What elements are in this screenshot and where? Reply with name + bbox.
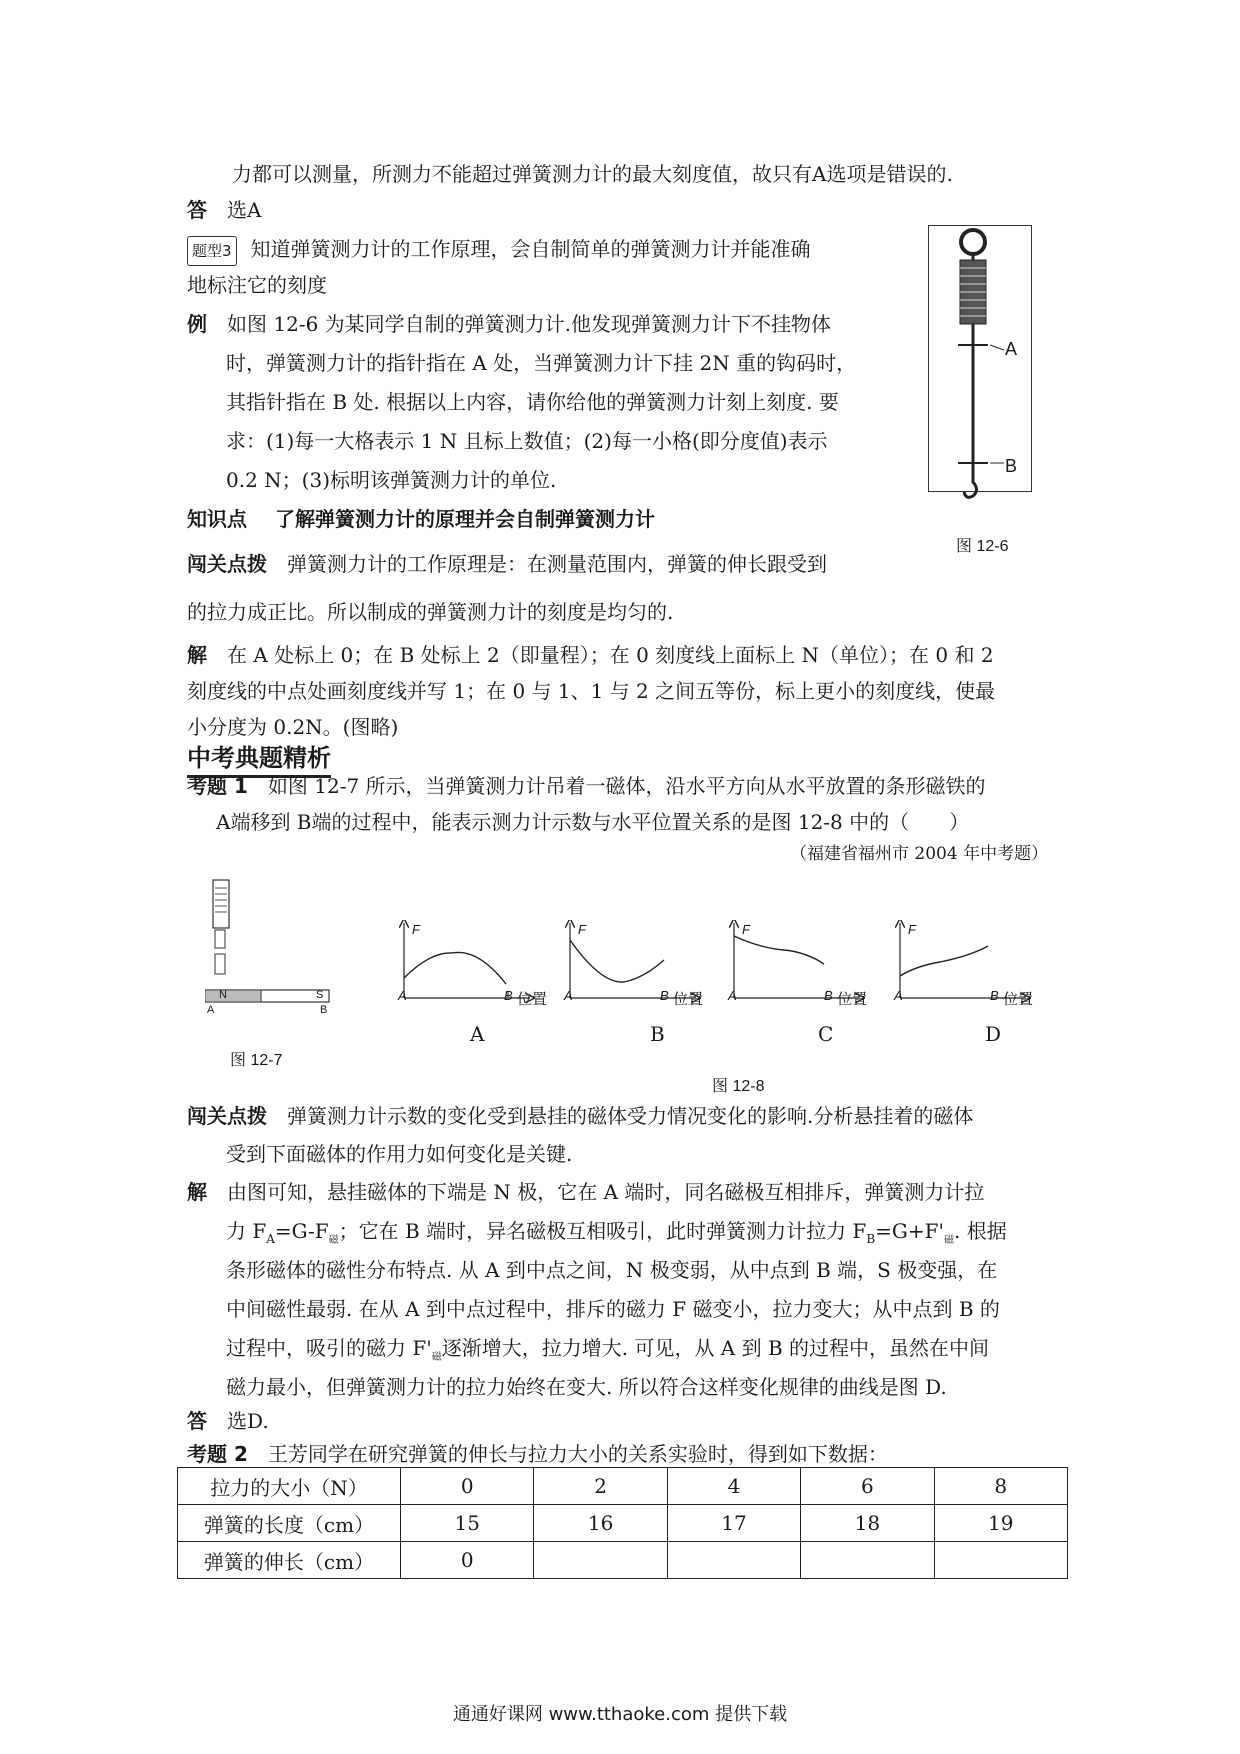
magnet-n-label: N (219, 989, 227, 1001)
solution-tag: 解 (187, 643, 207, 667)
axis-x-label: 位置 (673, 991, 704, 1008)
knowledge-line (187, 505, 655, 533)
subscript: 磁 (328, 1235, 339, 1246)
answer-tag: 答 (187, 198, 207, 222)
table-cell: 17 (667, 1505, 800, 1542)
table-cell: 0 (401, 1542, 534, 1579)
data-table (177, 1467, 1068, 1579)
spring-scale-drawing (928, 220, 1038, 520)
solution-text: =G-F (274, 1219, 329, 1243)
table-cell (801, 1542, 934, 1579)
example-line: 求：(1)每一大格表示 1 N 且标上数值；(2)每一小格(即分度值)表示 (226, 429, 828, 453)
knowledge-tag: 知识点 (187, 507, 247, 531)
axis-a-label: A (728, 988, 737, 1003)
hint-line (187, 550, 827, 578)
page-footer: 通通好课网 www.tthaoke.com 提供下载 (452, 1704, 788, 1725)
question-source: （福建省福州市 2004 年中考题） (790, 844, 1049, 864)
option-label-a: A (470, 1022, 485, 1046)
axis-a-label: A (398, 988, 407, 1003)
subscript: B (866, 1232, 876, 1246)
subscript: A (266, 1232, 275, 1246)
solution-line: 小分度为 0.2N。(图略) (187, 715, 399, 739)
axis-x-label: 位置 (1003, 991, 1034, 1008)
table-cell: 4 (667, 1468, 800, 1505)
magnet-b-label: B (320, 1004, 328, 1016)
solution-line: 条形磁体的磁性分布特点. 从 A 到中点之间，N 极变弱，从中点到 B 端，S 极变强，在 (226, 1258, 998, 1282)
hint-tag: 闯关点拨 (187, 1104, 267, 1128)
table-row (178, 1505, 1068, 1542)
topic-badge: 题型3 (187, 236, 237, 266)
solution-tag: 解 (187, 1180, 207, 1204)
hint-text: 弹簧测力计示数的变化受到悬挂的磁体受力情况变化的影响.分析悬挂着的磁体 (287, 1104, 974, 1128)
magnet-a-label: A (207, 1004, 215, 1016)
axis-f-label: F (412, 922, 420, 937)
question-tag: 考题 1 (187, 774, 248, 798)
table-cell (534, 1542, 667, 1579)
axis-b-label: B (504, 988, 513, 1003)
row-header: 弹簧的长度（cm） (178, 1505, 401, 1542)
table-row (178, 1468, 1068, 1505)
graph-c (734, 923, 860, 998)
figure-point-b: B (1005, 456, 1018, 476)
subscript: 磁 (431, 1352, 442, 1363)
example-line (187, 310, 831, 338)
table-cell (934, 1542, 1067, 1579)
axis-f-label: F (742, 922, 750, 937)
row-header: 拉力的大小（N） (178, 1468, 401, 1505)
row-header: 弹簧的伸长（cm） (178, 1542, 401, 1579)
axis-x-label: 位置 (517, 991, 548, 1008)
graph-d (900, 923, 1026, 998)
table-cell: 18 (801, 1505, 934, 1542)
graph-b (570, 923, 696, 998)
answer-text: 选A (227, 198, 262, 222)
solution-line: 磁力最小，但弹簧测力计的拉力始终在变大. 所以符合这样变化规律的曲线是图 D. (226, 1375, 947, 1399)
knowledge-text: 了解弹簧测力计的原理并会自制弹簧测力计 (275, 507, 655, 531)
axis-f-label: F (578, 922, 586, 937)
hint-line: 的拉力成正比。所以制成的弹簧测力计的刻度是均匀的. (187, 600, 674, 624)
magnet-s-label: S (316, 989, 324, 1001)
hint-line (187, 1102, 973, 1130)
topic-line (187, 235, 811, 266)
option-label-b: B (650, 1022, 665, 1046)
figure-point-a: A (1005, 339, 1018, 359)
solution-text: . 根据 (954, 1219, 1007, 1243)
graph-a (404, 923, 530, 998)
solution-text: 力 F (226, 1219, 267, 1243)
solution-text: =G+F' (875, 1219, 945, 1243)
hint-line: 受到下面磁体的作用力如何变化是关键. (226, 1142, 573, 1166)
figure-caption: 图 12-8 (712, 1078, 765, 1095)
hint-text: 弹簧测力计的工作原理是：在测量范围内，弹簧的伸长跟受到 (287, 552, 827, 576)
axis-b-label: B (660, 988, 669, 1003)
question-line: A端移到 B端的过程中，能表示测力计示数与水平位置关系的是图 12-8 中的（ ） (216, 810, 970, 834)
subscript: 磁 (944, 1235, 955, 1246)
option-label-c: C (818, 1022, 834, 1046)
example-tag: 例 (187, 312, 207, 336)
figure-caption: 图 12-6 (956, 538, 1009, 555)
table-cell: 15 (401, 1505, 534, 1542)
solution-text: 由图可知，悬挂磁体的下端是 N 极，它在 A 端时，同名磁极互相排斥，弹簧测力计拉 (227, 1180, 985, 1204)
axis-f-label: F (908, 922, 916, 937)
table-cell: 0 (401, 1468, 534, 1505)
table-cell: 6 (801, 1468, 934, 1505)
example-line: 时，弹簧测力计的指针指在 A 处，当弹簧测力计下挂 2N 重的钩码时， (226, 351, 857, 375)
table-cell: 8 (934, 1468, 1067, 1505)
question-tag: 考题 2 (187, 1442, 248, 1466)
solution-line (187, 641, 994, 669)
table-cell: 2 (534, 1468, 667, 1505)
solution-line (226, 1217, 1007, 1255)
solution-line: 中间磁性最弱. 在从 A 到中点过程中，排斥的磁力 F 磁变小，拉力变大；从中点到 B 的 (226, 1297, 1000, 1321)
topic-line: 地标注它的刻度 (187, 273, 327, 297)
solution-text: ；它在 B 端时，异名磁极互相吸引，此时弹簧测力计拉力 F (338, 1219, 867, 1243)
question-text: 王芳同学在研究弹簧的伸长与拉力大小的关系实验时，得到如下数据： (267, 1442, 888, 1466)
example-line: 其指针指在 B 处. 根据以上内容，请你给他的弹簧测力计刻上刻度. 要 (226, 390, 839, 414)
solution-text: 过程中，吸引的磁力 F' (226, 1336, 432, 1360)
question-line (187, 1440, 888, 1468)
section-title: 中考典题精析 (187, 738, 331, 778)
table-cell: 19 (934, 1505, 1067, 1542)
topic-text: 知道弹簧测力计的工作原理，会自制简单的弹簧测力计并能准确 (250, 237, 811, 261)
answer-line (187, 1407, 269, 1435)
axis-a-label: A (564, 988, 573, 1003)
answer-tag: 答 (187, 1409, 207, 1433)
figure-caption: 图 12-7 (230, 1052, 283, 1069)
example-line: 0.2 N；(3)标明该弹簧测力计的单位. (226, 468, 557, 492)
solution-text: 在 A 处标上 0；在 B 处标上 2（即量程）；在 0 刻度线上面标上 N（单位）；在 0 和 2 (227, 643, 994, 667)
table-cell (667, 1542, 800, 1579)
axis-b-label: B (990, 988, 999, 1003)
solution-line (226, 1334, 989, 1372)
answer-text: 选D. (227, 1409, 269, 1433)
hint-tag: 闯关点拨 (187, 552, 267, 576)
axis-b-label: B (824, 988, 833, 1003)
answer-line (187, 196, 261, 224)
text-line: 力都可以测量，所测力不能超过弹簧测力计的最大刻度值，故只有A选项是错误的. (232, 162, 953, 186)
axis-a-label: A (894, 988, 903, 1003)
axis-x-label: 位置 (837, 991, 868, 1008)
question-text: 如图 12-7 所示，当弹簧测力计吊着一磁体，沿水平方向从水平放置的条形磁铁的 (267, 774, 986, 798)
table-row (178, 1542, 1068, 1579)
table-cell: 16 (534, 1505, 667, 1542)
solution-line (187, 1178, 984, 1206)
option-label-d: D (985, 1022, 1002, 1046)
question-line (187, 772, 986, 800)
solution-text: 逐渐增大，拉力增大. 可见，从 A 到 B 的过程中，虽然在中间 (441, 1336, 990, 1360)
example-text: 如图 12-6 为某同学自制的弹簧测力计.他发现弹簧测力计下不挂物体 (227, 312, 832, 336)
solution-line: 刻度线的中点处画刻度线并写 1；在 0 与 1、1 与 2 之间五等份，标上更小的刻度线，使最 (187, 679, 996, 703)
